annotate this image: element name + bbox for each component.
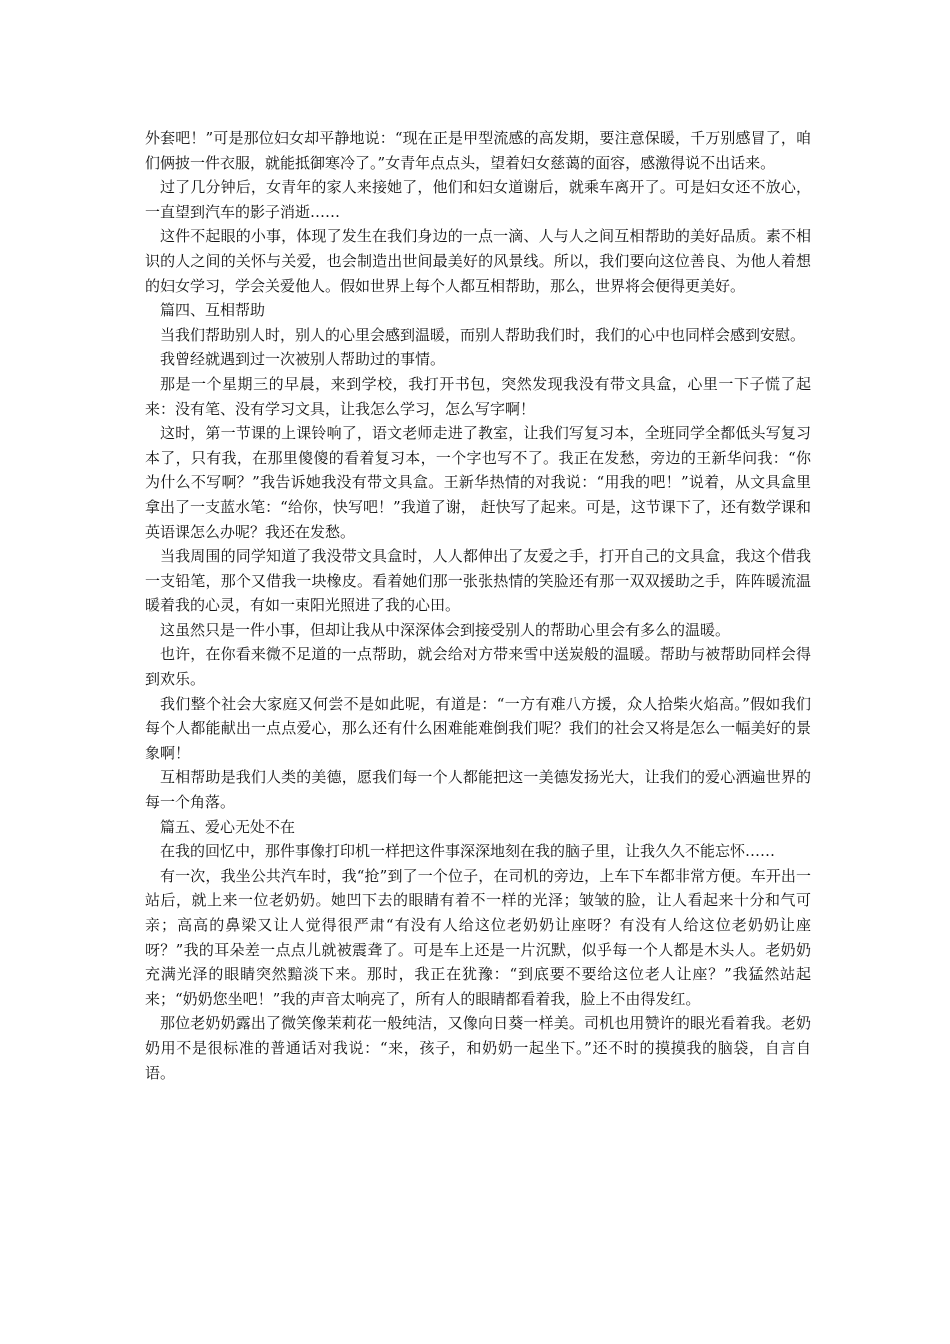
paragraph: 也许，在你看来微不足道的一点帮助，就会给对方带来雪中送炭般的温暖。帮助与被帮助同样会得到欢乐。 xyxy=(145,645,811,689)
paragraph: 过了几分钟后，女青年的家人来接她了，他们和妇女道谢后，就乘车离开了。可是妇女还不放心，一直望到汽车的影子消逝…… xyxy=(145,178,811,221)
document-page xyxy=(145,126,811,1085)
paragraph: 我曾经就遇到过一次被别人帮助过的事情。 xyxy=(160,350,446,369)
paragraph: 当我周围的同学知道了我没带文具盒时，人人都伸出了友爱之手，打开自己的文具盒，我这个借我一支铅笔，那个又借我一块橡皮。看着她们那一张张热情的笑脸还有那一双双援助之手，阵阵暖流温暖着我的心灵，有如一束阳光照进了我的心田。 xyxy=(145,547,811,615)
paragraph: 这虽然只是一件小事，但却让我从中深深体会到接受别人的帮助心里会有多么的温暖。 xyxy=(160,620,731,639)
paragraph: 这时，第一节课的上课铃响了，语文老师走进了教室，让我们写复习本，全班同学全都低头写复习本了，只有我，在那里傻傻的看着复习本，一个字也写不了。我正在发愁，旁边的王新华问我：“你为什么不写啊？”我告诉她我没有带文具盒。王新华热情的对我说：“用我的吧！”说着，从文具盒里拿出了一支蓝水笔：“给你，快写吧！”我道了谢， 赶快写了起来。可是，这节课下了，还有数学课和英语课怎么办呢？我还在发愁。 xyxy=(145,424,811,541)
section-heading: 篇四、互相帮助 xyxy=(160,301,266,320)
paragraph: 当我们帮助别人时，别人的心里会感到温暖，而别人帮助我们时，我们的心中也同样会感到安慰。 xyxy=(160,325,806,344)
paragraph: 这件不起眼的小事，体现了发生在我们身边的一点一滴、人与人之间互相帮助的美好品质。素不相识的人之间的关怀与关爱，也会制造出世间最美好的风景线。所以，我们要向这位善良、为他人着想的妇女学习，学会关爱他人。假如世界上每个人都互相帮助，那么，世界将会便得更美好。 xyxy=(145,227,811,295)
paragraph: 在我的回忆中，那件事像打印机一样把这件事深深地刻在我的脑子里，让我久久不能忘怀…… xyxy=(160,842,776,861)
paragraph: 那是一个星期三的早晨，来到学校，我打开书包，突然发现我没有带文具盒，心里一下子慌了起来：没有笔、没有学习文具，让我怎么学习，怎么写字啊！ xyxy=(145,374,811,418)
paragraph: 那位老奶奶露出了微笑像茉莉花一般纯洁，又像向日葵一样美。司机也用赞许的眼光看着我。老奶奶用不是很标准的普通话对我说：“来，孩子，和奶奶一起坐下。”还不时的摸摸我的脑袋，自言自语。 xyxy=(145,1014,811,1082)
section-heading: 篇五、爱心无处不在 xyxy=(160,817,296,836)
paragraph: 互相帮助是我们人类的美德，愿我们每一个人都能把这一美德发扬光大，让我们的爱心洒遍世界的每一个角落。 xyxy=(145,768,811,812)
paragraph: 外套吧！”可是那位妇女却平静地说：“现在正是甲型流感的高发期，要注意保暖，千万别感冒了，咱们俩披一件衣服，就能抵御寒冷了。”女青年点点头，望着妇女慈蔼的面容，感激得说不出话来。 xyxy=(145,129,811,172)
paragraph: 有一次，我坐公共汽车时，我“抢”到了一个位子，在司机的旁边，上车下车都非常方便。车开出一站后，就上来一位老奶奶。她凹下去的眼睛有着不一样的光泽；皱皱的脸，让人看起来十分和气可亲；高高的鼻梁又让人觉得很严肃“有没有人给这位老奶奶让座呀？有没有人给这位老奶奶让座呀？”我的耳朵差一点点儿就被震聋了。可是车上还是一片沉默，似乎每一个人都是木头人。老奶奶充满光泽的眼睛突然黯淡下来。那时，我正在犹豫：“到底要不要给这位老人让座？”我猛然站起来；“奶奶您坐吧！”我的声音太响亮了，所有人的眼睛都看着我，脸上不由得发红。 xyxy=(145,866,811,1008)
paragraph: 我们整个社会大家庭又何尝不是如此呢，有道是：“一方有难八方援，众人拾柴火焰高。”假如我们每个人都能献出一点点爱心，那么还有什么困难能难倒我们呢？我们的社会又将是怎么一幅美好的景象啊！ xyxy=(145,694,811,762)
